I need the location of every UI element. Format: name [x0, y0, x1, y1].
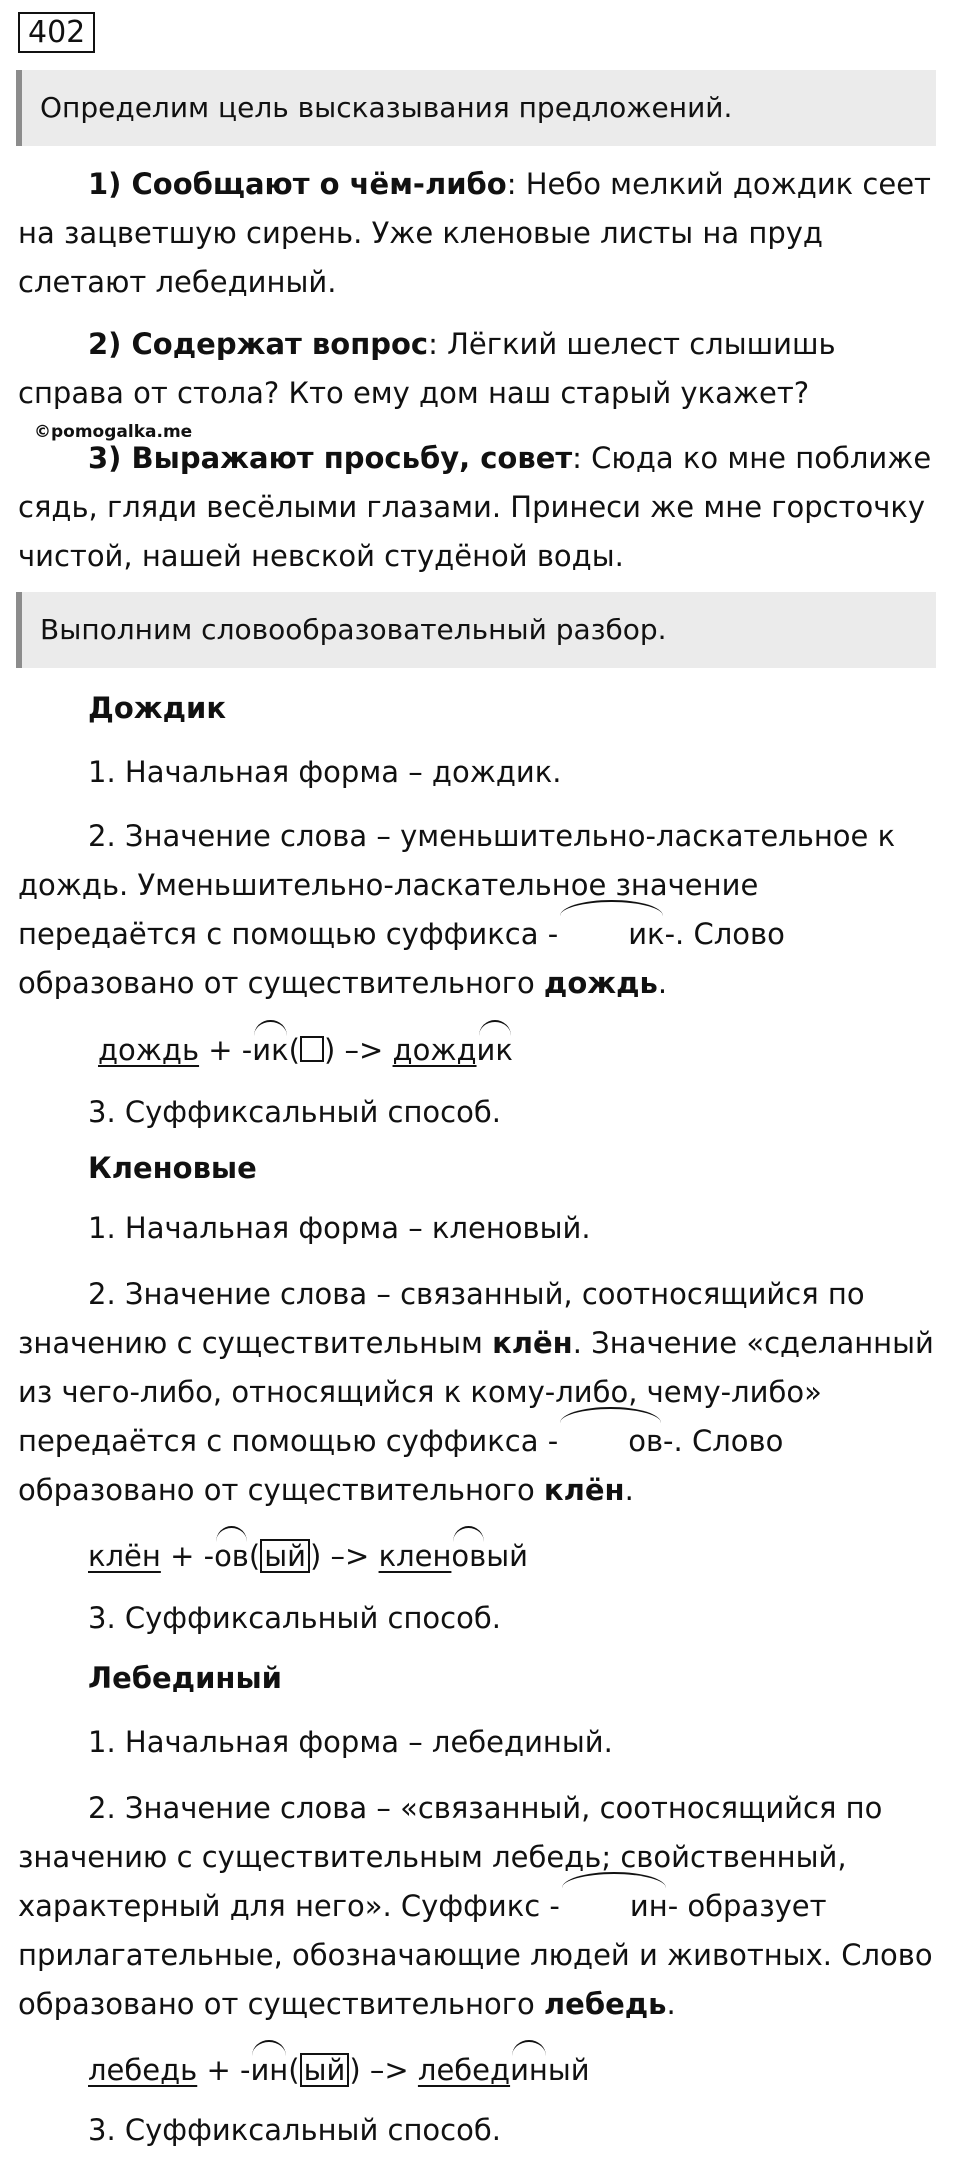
section-header-word-formation: Выполним словообразовательный разбор. — [16, 592, 936, 668]
word-title-klenovye: Кленовые — [88, 1151, 257, 1185]
suffix-mark: ин — [510, 2050, 548, 2090]
paragraph-interrogative: 2) Содержат вопрос: Лёгкий шелест слышишь справа от стола? Кто ему дом наш старый укажет? — [18, 327, 836, 410]
suffix-mark: ик — [558, 910, 664, 959]
word3-item2: 2. Значение слова – «связанный, соотносящийся по значению с существительным лебедь; свойственный, характерный для него». Суффикс - ин- образует прилагательные, обозначающие людей и животных. Слово образовано от существительного лебедь. — [18, 1791, 933, 2021]
result-stem: кленов — [379, 1539, 487, 1573]
base-word: клён — [88, 1539, 161, 1573]
task-number: 402 — [18, 12, 95, 53]
word1-scheme: дождь + -ик( ) –> дождик — [98, 1030, 513, 1070]
zero-ending-box — [300, 1036, 324, 1062]
suffix-mark: ов — [558, 1417, 663, 1466]
word1-item3: 3. Суффиксальный способ. — [88, 1095, 501, 1129]
word3-item1: 1. Начальная форма – лебединый. — [88, 1725, 613, 1759]
suffix-mark: ин — [250, 2050, 288, 2090]
word2-item2: 2. Значение слова – связанный, соотносящийся по значению с существительным клён. Значение «сделанный из чего-либо, относящийся к кому-либо, чему-либо» передаётся с помощью суффикса - ов-. Слово образовано от существительного клён. — [18, 1277, 934, 1507]
word-title-lebedinyi: Лебединый — [88, 1661, 282, 1695]
word2-scheme: клён + -ов( ый ) –> кленовый — [88, 1536, 528, 1576]
paragraph-declarative: 1) Сообщают о чём-либо: Небо мелкий дождик сеет на зацветшую сирень. Уже кленовые листы на пруд слетают лебединый. — [18, 167, 931, 299]
word-title-dozhdik: Дождик — [88, 691, 227, 725]
ending-box: ый — [260, 1539, 310, 1573]
ending-box: ый — [300, 2053, 350, 2087]
suffix-mark: ин — [560, 1882, 668, 1931]
word2-item3: 3. Суффиксальный способ. — [88, 1601, 501, 1635]
word2-item1: 1. Начальная форма – кленовый. — [88, 1211, 591, 1245]
word3-item3: 3. Суффиксальный способ. — [88, 2113, 501, 2147]
word3-scheme: лебедь + -ин( ый ) –> лебединый — [88, 2050, 590, 2090]
suffix-mark: ик — [252, 1030, 288, 1070]
section-header-purpose: Определим цель высказывания предложений. — [16, 70, 936, 146]
watermark: ©pomogalka.me — [34, 422, 193, 442]
word1-item1: 1. Начальная форма – дождик. — [88, 755, 562, 789]
word1-item2: 2. Значение слова – уменьшительно-ласкательное к дождь. Уменьшительно-ласкательное значение передаётся с помощью суффикса - ик-. Слово образовано от существительного дождь. — [18, 819, 896, 1000]
result-word: дождик — [393, 1033, 513, 1067]
suffix-mark: ик — [477, 1030, 513, 1070]
base-word: лебедь — [88, 2053, 198, 2087]
suffix-mark: ов — [214, 1536, 249, 1576]
result-stem: лебедин — [418, 2053, 548, 2087]
suffix-mark: ов — [451, 1536, 486, 1576]
paragraph-imperative: 3) Выражают просьбу, совет: Сюда ко мне поближе сядь, гляди весёлыми глазами. Принеси же мне горсточку чистой, нашей невской студёной воды. — [18, 441, 932, 573]
base-word: дождь — [98, 1033, 200, 1067]
